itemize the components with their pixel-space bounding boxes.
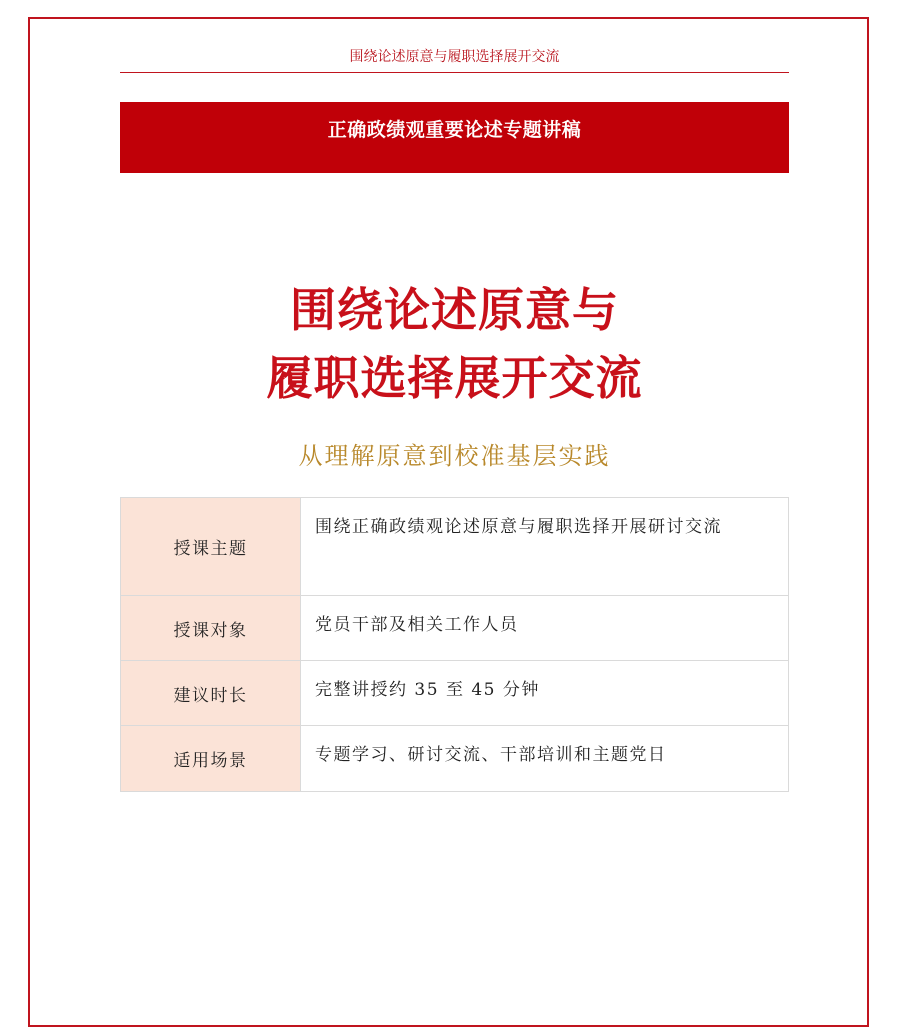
- running-header: 围绕论述原意与履职选择展开交流: [349, 49, 560, 65]
- main-title-line-1: 围绕论述原意与: [290, 283, 619, 337]
- table-row: [121, 661, 789, 726]
- row-label-scenario: 适用场景: [121, 726, 301, 792]
- table-row: [121, 726, 789, 792]
- row-label-topic: 授课主题: [121, 498, 301, 596]
- header-divider: [120, 72, 789, 73]
- row-value-topic: 围绕正确政绩观论述原意与履职选择开展研讨交流: [301, 498, 789, 596]
- main-title-line-2: 履职选择展开交流: [266, 351, 643, 405]
- row-value-duration: 完整讲授约 35 至 45 分钟: [301, 661, 789, 726]
- title-banner: [120, 102, 789, 173]
- main-title: [120, 276, 789, 412]
- table-row: [121, 498, 789, 596]
- table-row: [121, 596, 789, 661]
- row-label-duration: 建议时长: [121, 661, 301, 726]
- row-value-scenario: 专题学习、研讨交流、干部培训和主题党日: [301, 726, 789, 792]
- course-info-table: [120, 497, 789, 792]
- subtitle: 从理解原意到校准基层实践: [298, 442, 611, 470]
- row-value-audience: 党员干部及相关工作人员: [301, 596, 789, 661]
- banner-title: 正确政绩观重要论述专题讲稿: [327, 119, 582, 141]
- row-label-audience: 授课对象: [121, 596, 301, 661]
